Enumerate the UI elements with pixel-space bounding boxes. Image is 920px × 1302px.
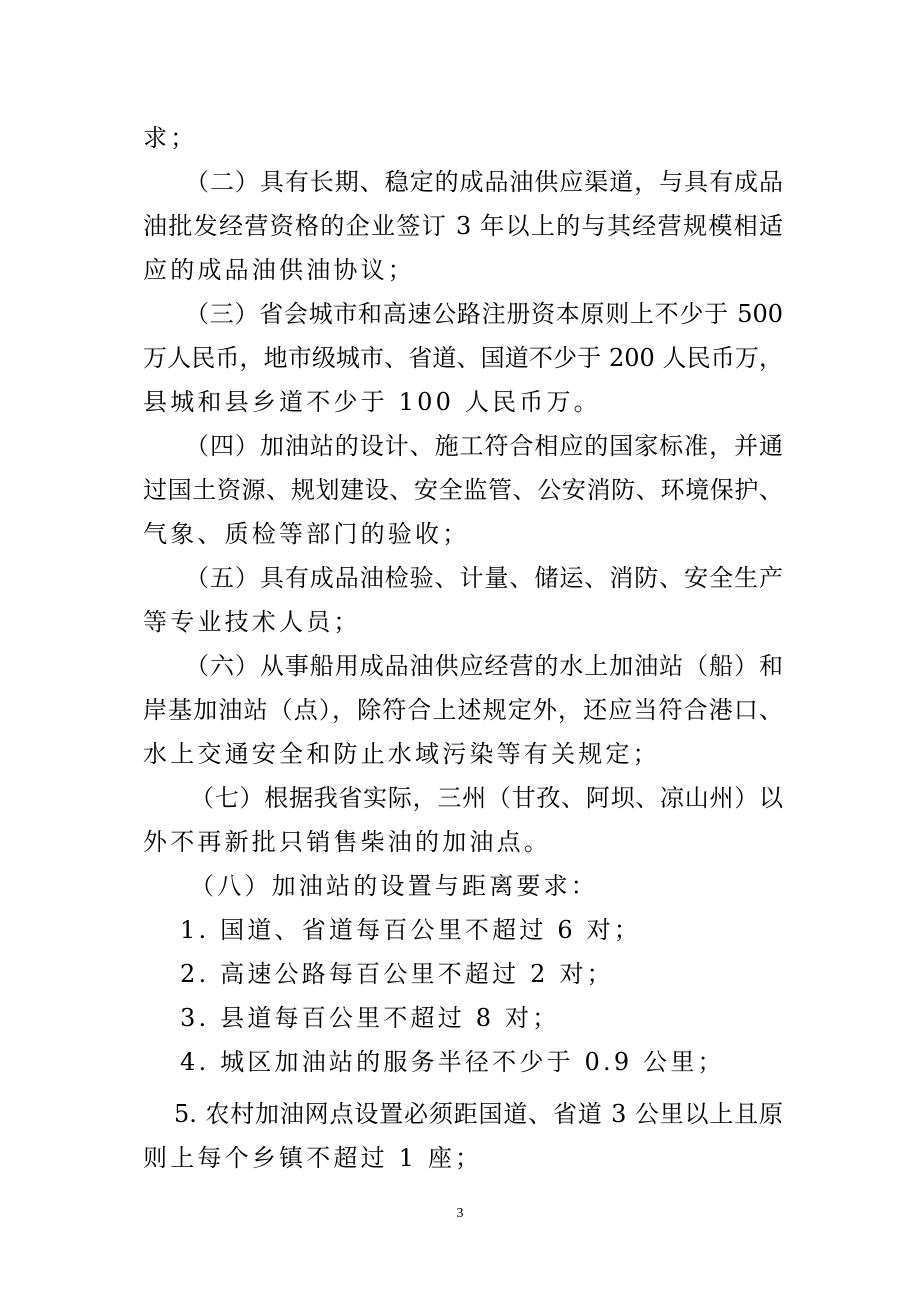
text-line: 油批发经营资格的企业签订 3 年以上的与其经营规模相适 <box>143 212 783 240</box>
text-line: 求； <box>143 124 198 152</box>
text-line: （二）具有长期、稳定的成品油供应渠道，与具有成品 <box>185 168 783 196</box>
text-line: 1. 国道、省道每百公里不超过 6 对； <box>180 916 642 944</box>
text-line: 水上交通安全和防止水域污染等有关规定； <box>143 740 660 768</box>
text-line: （四）加油站的设计、施工符合相应的国家标准，并通 <box>185 432 783 460</box>
text-line: 过国土资源、规划建设、安全监管、公安消防、环境保护、 <box>143 476 783 504</box>
text-line: 5. 农村加油网点设置必须距国道、省道 3 公里以上且原 <box>174 1100 783 1128</box>
text-line: 等专业技术人员； <box>143 608 361 636</box>
text-line: 3. 县道每百公里不超过 8 对； <box>180 1004 560 1032</box>
text-line: 应的成品油供油协议； <box>143 256 415 284</box>
text-line: （三）省会城市和高速公路注册资本原则上不少于 500 <box>185 300 783 328</box>
text-line: 岸基加油站（点），除符合上述规定外，还应当符合港口、 <box>143 696 783 724</box>
text-line: 2. 高速公路每百公里不超过 2 对； <box>180 960 614 988</box>
text-line: （七）根据我省实际，三州（甘孜、阿坝、凉山州）以 <box>190 784 783 812</box>
text-line: 4. 城区加油站的服务半径不少于 0.9 公里； <box>180 1048 725 1076</box>
text-line: 外不再新批只销售柴油的加油点。 <box>143 828 551 856</box>
page-number: 3 <box>456 1206 464 1221</box>
text-line: （六）从事船用成品油供应经营的水上加油站（船）和 <box>185 652 783 680</box>
text-line: 则上每个乡镇不超过 1 座； <box>143 1144 483 1172</box>
text-line: 县城和县乡道不少于 100 人民币万。 <box>143 388 601 416</box>
text-line: 气象、质检等部门的验收； <box>143 520 470 548</box>
text-line: 万人民币，地市级城市、省道、国道不少于 200 人民币万， <box>143 344 783 372</box>
text-line: （八）加油站的设置与距离要求： <box>190 872 598 900</box>
text-line: （五）具有成品油检验、计量、储运、消防、安全生产 <box>185 564 783 592</box>
